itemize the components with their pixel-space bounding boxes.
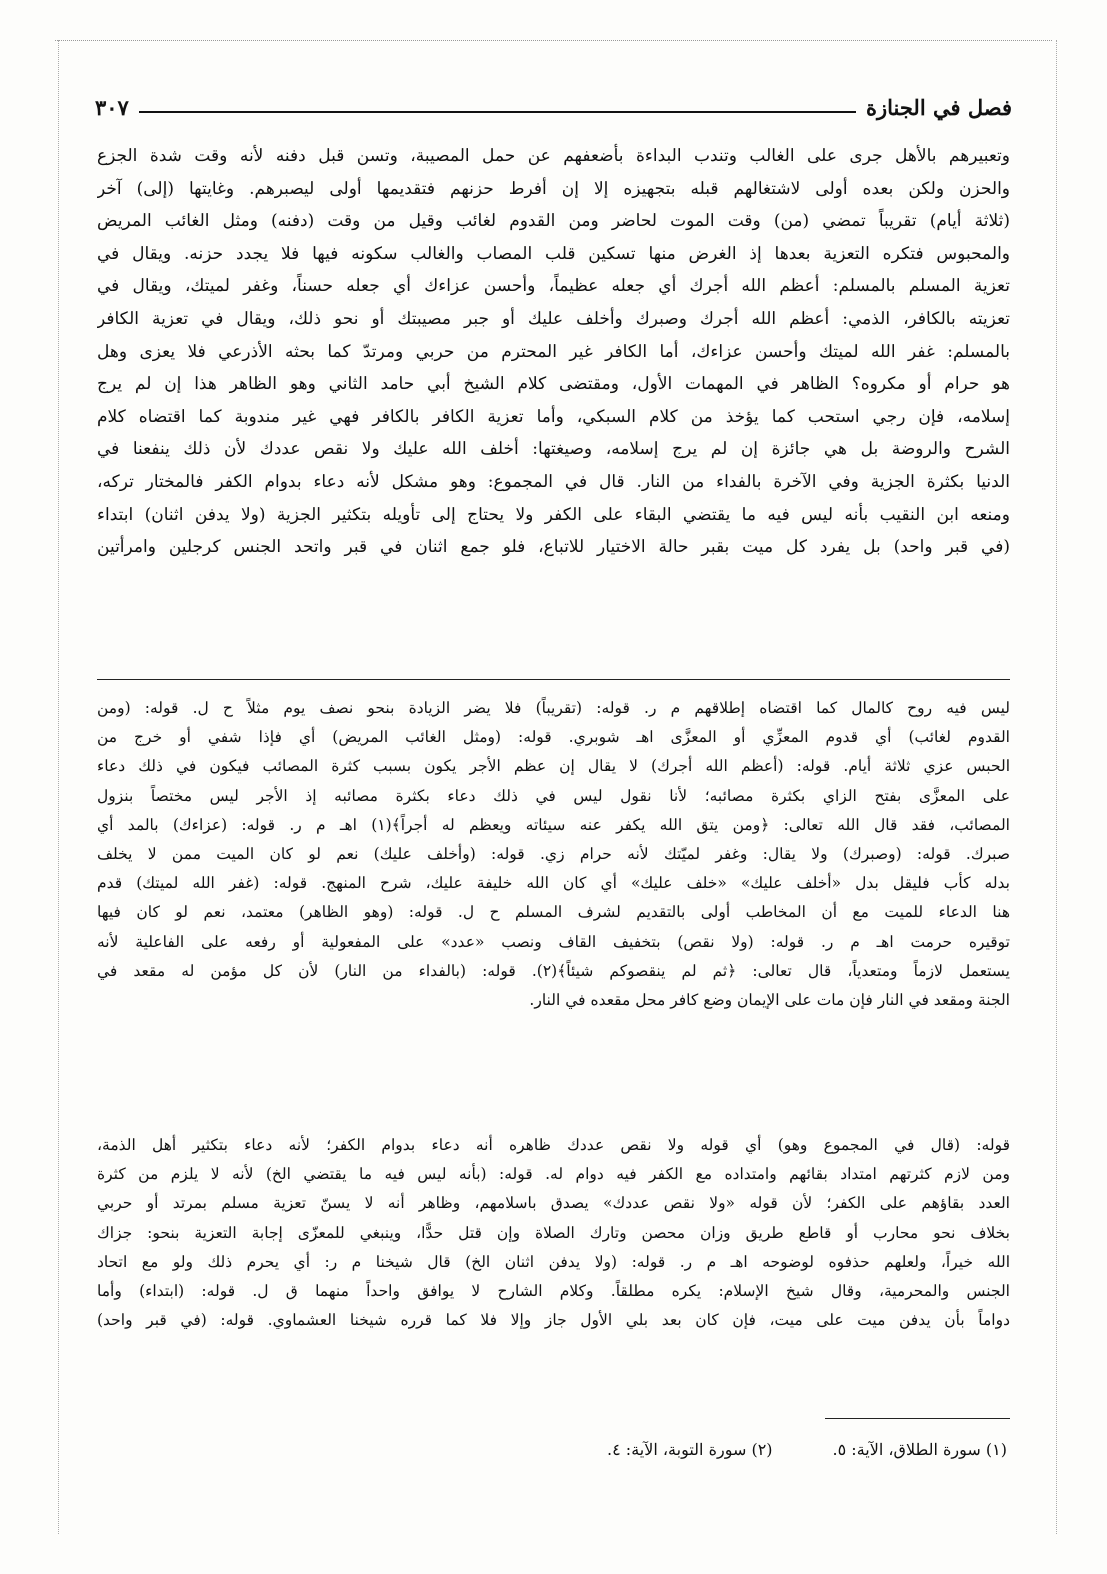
commentary-line: الجنة ومقعد في النار فإن مات على الإيمان وضع كافر محل مقعده في النار. — [529, 990, 1010, 1009]
main-line: الدنيا بكثرة الجزية وفي الآخرة بالفداء من النار. قال في المجموع: وهو مشكل لأنه دعاء بدوام الكفر فالمختار تركه، — [97, 471, 1010, 492]
commentary-line: بدله كأب فليقل بدل «أخلف عليك» «خلف عليك» أي كان الله خليفة عليك، شرح المنهج. قوله: (غفر الله لميتك) قدم — [97, 874, 1010, 893]
main-line: وتعبيرهم بالأهل جرى على الغالب وتندب البداءة بأضعفهم عن حمل المصيبة، وتسن قبل دفنه لأنه وقت شدة الجزع — [97, 146, 1010, 166]
scan-edge-left — [58, 40, 59, 1534]
main-line: (في قبر واحد) بل يفرد كل ميت بقبر حالة الاختيار للاتباع، فلو جمع اثنان في قبر واتحد الجنس كرجلين وامرأتين — [97, 537, 1010, 558]
commentary-block-2 — [97, 1131, 1010, 1335]
footnote-1: (١) سورة الطلاق، الآية: ٥. — [832, 1440, 1007, 1459]
commentary-line: دواماً بأن يدفن ميت على ميت، فإن كان بعد بلي الأول جاز وإلا فلا كما قرره شيخنا العشماوي. قوله: (في قبر واحد) — [97, 1311, 1010, 1330]
commentary-line: المصائب، فقد قال الله تعالى: ﴿ومن يتق الله يكفر عنه سيئاته ويعظم له أجراً﴾(١) اهـ م ر. قوله: (عزاءك) بالمد أي — [97, 815, 1010, 834]
footnote-2: (٢) سورة التوبة، الآية: ٤. — [607, 1440, 773, 1459]
main-line: الشرح والروضة بل هي جائزة إن لم يرج إسلامه، وصيغتها: أخلف الله عليك ولا نقص عددك لأن ذلك ينفعنا في — [97, 439, 1010, 460]
header-rule — [139, 111, 856, 113]
scan-edge-top — [55, 40, 1052, 41]
main-text — [97, 140, 1010, 564]
running-header — [95, 86, 1012, 120]
page-number: ٣٠٧ — [95, 95, 129, 120]
main-line: بالمسلم: غفر الله لميتك وأحسن عزاءك، أما الكافر غير المحترم من حربي ومرتدّ كما بحثه الأذرعي فلا يعزى وهل — [97, 341, 1010, 362]
main-line: (ثلاثة أيام) تقريباً تمضي (من) وقت الموت لحاضر ومن القدوم لغائب وقيل من وقت (دفنه) ومثل الغائب المريض — [97, 211, 1010, 232]
commentary-line: بخلاف نحو محارب أو قاطع طريق وزان محصن وتارك الصلاة وإن قتل حدًّا، وينبغي للمعزّى إجابة التعزية بنحو: جزاك — [97, 1223, 1010, 1242]
commentary-line: ليس فيه روح كالمال كما اقتضاه إطلاقهم م ر. قوله: (تقريباً) فلا يضر الزيادة بنحو نصف يوم مثلاً ح ل. قوله: (ومن — [97, 699, 1010, 717]
main-line: تعزيته بالكافر، الذمي: أعظم الله أجرك وصبرك وأخلف عليك أو جبر مصيبتك أو نحو ذلك، ويقال في تعزية الكافر — [97, 308, 1010, 329]
commentary-block-1 — [97, 694, 1010, 1015]
footnote-separator — [825, 1418, 1010, 1419]
chapter-title: فصل في الجنازة — [866, 95, 1012, 120]
commentary-line: يستعمل لازماً ومتعدياً، قال تعالى: ﴿ثم لم ينقصوكم شيئاً﴾(٢). قوله: (بالفداء من النار) لأن كل مؤمن له مقعد في — [97, 961, 1010, 980]
commentary-line: الله خيراً، ولعلهم حذفوه لوضوحه اهـ م ر. قوله: (ولا يدفن اثنان الخ) قال شيخنا م ر: أي يحرم ذلك ولو مع اتحاد — [97, 1252, 1010, 1271]
commentary-line: توقيره حرمت اهـ م ر. قوله: (ولا نقص) بتخفيف القاف ونصب «عدد» على المفعولية أو رفعه على الفاعلية لأنه — [97, 932, 1010, 951]
main-line: والحزن ولكن بعده أولى لاشتغالهم قبله بتجهيزه إلا إن أفرط حزنهم فتقديمها أولى ليصبرهم. وغايتها (إلى) آخر — [97, 178, 1010, 199]
main-line: ومنعه ابن النقيب بأنه ليس فيه ما يقتضي البقاء على الكفر ولا يحتاج إلى تأويله بتكثير الجزية (ولا يدفن اثنان) ابتداء — [97, 504, 1010, 525]
commentary-line: الجنس والمحرمية، وقال شيخ الإسلام: يكره مطلقاً. وكلام الشارح لا يوافق واحداً منهما ق ل. قوله: (ابتداء) وأما — [97, 1281, 1010, 1300]
main-line: هو حرام أو مكروه؟ الظاهر في المهمات الأول، ومقتضى كلام الشيخ أبي حامد الثاني وهو الظاهر هذا إن لم يرج — [97, 374, 1010, 395]
commentary-line: على المعزَّى بفتح الزاي بكثرة مصائبه؛ لأنا نقول ليس في ذلك دعاء بكثرة مصائبه إذ الأجر ليس مختصاً بنزول — [97, 786, 1010, 805]
commentary-line: هنا الدعاء للميت مع أن المخاطب أولى بالتقديم لشرف المسلم ح ل. قوله: (وهو الظاهر) معتمد، نعم لو كان فيها — [97, 903, 1010, 922]
main-line: والمحبوس فتكره التعزية بعدها إذ الغرض منها تسكين قلب المصاب والغالب سكونه فيها فلا يجدد حزنه. ويقال في — [97, 243, 1010, 264]
commentary-line: القدوم لغائب) أي قدوم المعزِّي أو المعزَّى اهـ شوبري. قوله: (ومثل الغائب المريض) أي فإذا شفي أو خرج من — [97, 728, 1010, 747]
commentary-line: الحبس عزي ثلاثة أيام. قوله: (أعظم الله أجرك) لا يقال إن عظم الأجر يكون بسبب كثرة المصائب فيكون في ذلك دعاء — [97, 757, 1010, 776]
commentary-separator — [97, 679, 1010, 680]
footnotes — [500, 1440, 1007, 1459]
scan-edge-right — [1056, 40, 1057, 1534]
main-line: إسلامه، فإن رجي استحب كما يؤخذ من كلام السبكي، وأما تعزية الكافر بالكافر فهي غير مندوبة كما اقتضاه كلام — [97, 406, 1010, 427]
commentary-line: ومن لازم كثرتهم امتداد بقائهم وامتداده مع الكفر فيه دوام له. قوله: (بأنه ليس فيه ما يقتضي الخ) لأنه لا يلزم من كثرة — [97, 1165, 1010, 1184]
commentary-line: قوله: (قال في المجموع وهو) أي قوله ولا نقص عددك ظاهره أنه دعاء بدوام الكفر؛ لأنه دعاء بتكثير أهل الذمة، — [97, 1136, 1010, 1154]
commentary-line: العدد بقاؤهم على الكفر؛ لأن قوله «ولا نقص عددك» يصدق باسلامهم، وظاهر أنه لا يسنّ تعزية مسلم بمرتد أو حربي — [97, 1194, 1010, 1213]
commentary-line: صبرك. قوله: (وصبرك) ولا يقال: وغفر لميّتك لأنه حرام زي. قوله: (وأخلف عليك) نعم لو كان الميت ممن لا يخلف — [97, 844, 1010, 863]
main-line: تعزية المسلم بالمسلم: أعظم الله أجرك أي جعله عظيماً، وأحسن عزاءك أي جعله حسناً، وغفر لميتك، ويقال في — [97, 276, 1010, 297]
